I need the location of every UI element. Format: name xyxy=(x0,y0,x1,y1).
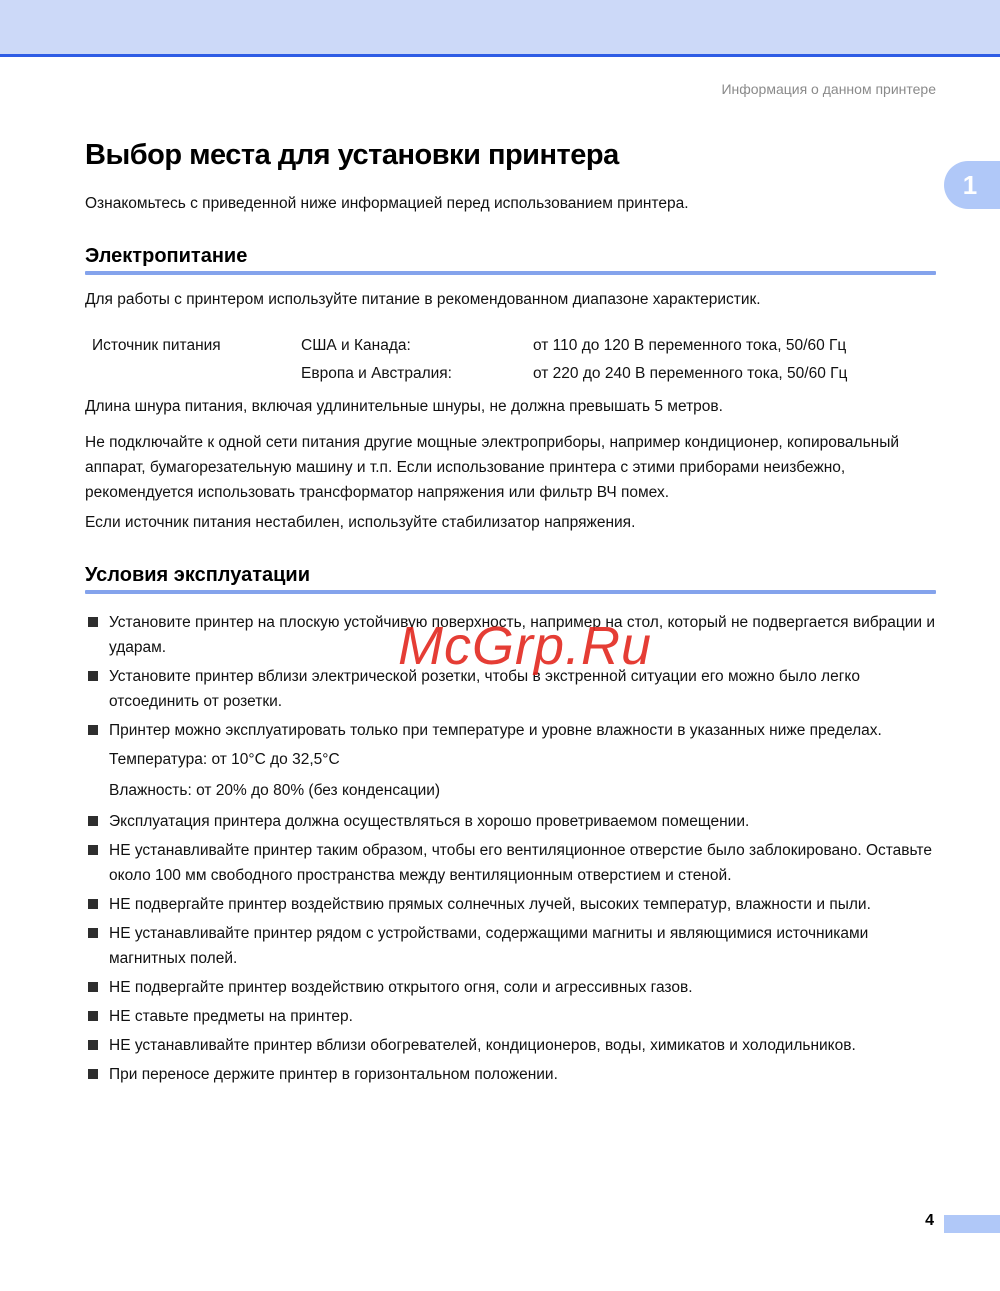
page-number: 4 xyxy=(925,1212,934,1229)
power-lead-paragraph: Для работы с принтером используйте питание в рекомендованном диапазоне характеристик. xyxy=(85,291,761,308)
table-cell-label: Источник питания xyxy=(92,337,221,354)
bullet-square-icon xyxy=(88,617,98,627)
list-item xyxy=(85,809,936,834)
section-heading-conditions: Условия эксплуатации xyxy=(85,564,310,586)
bullet-square-icon xyxy=(88,899,98,909)
list-item xyxy=(85,892,936,917)
list-item-text: НЕ ставьте предметы на принтер. xyxy=(109,1008,353,1025)
page-content xyxy=(85,138,936,1087)
list-item xyxy=(85,610,936,660)
list-item-text: Эксплуатация принтера должна осуществляться в хорошо проветриваемом помещении. xyxy=(109,813,750,830)
list-item-text: НЕ устанавливайте принтер вблизи обогревателей, кондиционеров, воды, химикатов и холодильников. xyxy=(109,1037,856,1054)
bullet-square-icon xyxy=(88,928,98,938)
list-item xyxy=(85,975,936,1000)
list-item xyxy=(85,718,936,743)
chapter-number-tab xyxy=(944,161,1000,209)
bullet-square-icon xyxy=(88,982,98,992)
table-cell-region: США и Канада: xyxy=(301,337,411,354)
top-color-band xyxy=(0,0,1000,57)
running-head: Информация о данном принтере xyxy=(721,81,936,97)
table-cell-value: от 110 до 120 В переменного тока, 50/60 Гц xyxy=(533,337,847,354)
bullet-square-icon xyxy=(88,1069,98,1079)
list-item xyxy=(85,664,936,714)
list-subitem xyxy=(85,778,936,803)
intro-paragraph: Ознакомьтесь с приведенной ниже информацией перед использованием принтера. xyxy=(85,195,689,212)
section-heading-power: Электропитание xyxy=(85,245,248,267)
list-item-text: Установите принтер на плоскую устойчивую поверхность, например на стол, который не подвергается вибрации и ударам. xyxy=(109,614,936,656)
power-source-table xyxy=(85,337,936,383)
list-item-text: Температура: от 10°C до 32,5°C xyxy=(109,751,340,768)
bullet-square-icon xyxy=(88,1040,98,1050)
footer-accent-bar xyxy=(944,1215,1000,1233)
bullet-square-icon xyxy=(88,816,98,826)
list-item-text: НЕ подвергайте принтер воздействию прямых солнечных лучей, высоких температур, влажности и пыли. xyxy=(109,896,871,913)
list-item xyxy=(85,921,936,971)
table-cell-value: от 220 до 240 В переменного тока, 50/60 Гц xyxy=(533,365,848,382)
list-item-text: Влажность: от 20% до 80% (без конденсации) xyxy=(109,782,441,799)
list-item xyxy=(85,838,936,888)
list-item xyxy=(85,1004,936,1029)
bullet-square-icon xyxy=(88,1011,98,1021)
bullet-square-icon xyxy=(88,845,98,855)
table-cell-region: Европа и Австралия: xyxy=(301,365,452,382)
body-paragraph: Длина шнура питания, включая удлинительные шнуры, не должна превышать 5 метров. xyxy=(85,398,723,415)
site-watermark: McGrp.Ru xyxy=(398,616,653,676)
section-rule xyxy=(85,271,936,275)
section-rule xyxy=(85,590,936,594)
list-item-text: При переносе держите принтер в горизонтальном положении. xyxy=(109,1066,558,1083)
page-title: Выбор места для установки принтера xyxy=(85,139,619,171)
conditions-list xyxy=(85,610,936,1087)
list-item xyxy=(85,1033,936,1058)
list-item-text: НЕ подвергайте принтер воздействию открытого огня, соли и агрессивных газов. xyxy=(109,979,693,996)
bullet-square-icon xyxy=(88,725,98,735)
table-cell-label xyxy=(92,365,301,383)
list-item-text: НЕ устанавливайте принтер таким образом, чтобы его вентиляционное отверстие было заблокировано. Оставьте около 100 мм свободного пространства между вентиляционным отверстием и стеной. xyxy=(109,842,932,884)
list-item xyxy=(85,1062,936,1087)
list-item-text: Установите принтер вблизи электрической розетки, чтобы в экстренной ситуации его можно было легко отсоединить от розетки. xyxy=(109,668,860,710)
chapter-number: 1 xyxy=(962,169,978,200)
bullet-square-icon xyxy=(88,671,98,681)
list-subitem xyxy=(85,747,936,772)
list-item-text: Принтер можно эксплуатировать только при температуре и уровне влажности в указанных ниже пределах. xyxy=(109,722,882,739)
list-item-text: НЕ устанавливайте принтер рядом с устройствами, содержащими магниты и являющимися источниками магнитных полей. xyxy=(109,925,869,967)
body-paragraph: Если источник питания нестабилен, используйте стабилизатор напряжения. xyxy=(85,514,636,531)
body-paragraph: Не подключайте к одной сети питания другие мощные электроприборы, например кондиционер, копировальный аппарат, бумагорезательную машину и т.п. Если использование принтера с этими приборами неизбежно, рекомендуется использовать трансформатор напряжения или фильтр ВЧ помех. xyxy=(85,434,900,501)
